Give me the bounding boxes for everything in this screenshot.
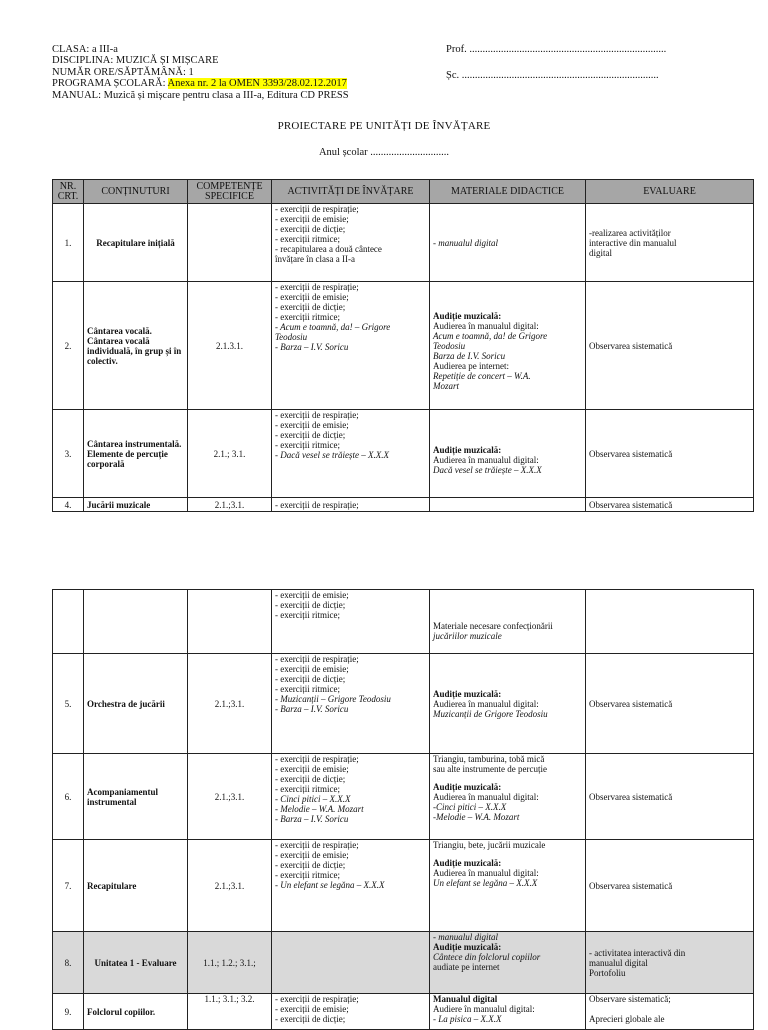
cell-line: - exerciții de emisie; <box>275 764 349 774</box>
cell-line: - Barza – I.V. Soricu <box>275 342 349 352</box>
cell-line: Audiere în manualul digital: <box>433 1004 535 1014</box>
cell-line: Acum e toamnă, da! de Grigore <box>433 330 548 341</box>
row-evaluation <box>586 498 754 512</box>
row-activities <box>272 204 430 282</box>
cell-line: - Melodie – W.A. Mozart <box>275 804 364 814</box>
row-evaluation <box>586 590 754 654</box>
cell-line: - exerciții de dicție; <box>275 430 346 440</box>
row-content: Recapitulare <box>84 840 188 932</box>
cell-line: Audierea în manualul digital: <box>433 320 539 331</box>
cell-line: Audierea în manualul digital: <box>433 698 539 709</box>
cell-line: - exerciții de respirație; <box>275 282 359 292</box>
row-activities <box>272 754 430 840</box>
cell-line: - activitatea interactivă din <box>589 947 686 958</box>
cell-line: - exerciții de emisie; <box>275 664 349 674</box>
table-row <box>53 498 754 512</box>
row-competences: 1.1.; 3.1.; 3.2. <box>188 994 272 1030</box>
row-number: 9. <box>53 994 84 1030</box>
row-activities <box>272 498 430 512</box>
row-content: Unitatea 1 - Evaluare <box>84 932 188 994</box>
cell-line: audiate pe internet <box>433 962 500 972</box>
cell-line: Barza de I.V. Soricu <box>433 350 506 361</box>
cell-line: Audiție muzicală: <box>433 858 502 868</box>
row-content: Cântarea vocală. Cântarea vocală individuală, în grup și în colectiv. <box>84 282 188 410</box>
cell-line: Aprecieri globale ale <box>589 1014 665 1024</box>
cell-line: - exerciții ritmice; <box>275 234 340 244</box>
cell-line: - exerciții ritmice; <box>275 784 340 794</box>
cell-line: Mozart <box>433 380 460 391</box>
cell-line: Observare sistematică; <box>589 994 671 1004</box>
cell-line: Triangiu, tamburina, tobă mică <box>433 754 545 764</box>
cell-line: - Barza – I.V. Soricu <box>275 704 349 714</box>
row-number <box>53 590 84 654</box>
col-materials: MATERIALE DIDACTICE <box>430 180 586 204</box>
row-content: Cântarea instrumentală. Elemente de percuție corporală <box>84 410 188 498</box>
table-row <box>53 994 754 1030</box>
cell-line: - exerciții de emisie; <box>275 590 349 600</box>
row-number: 2. <box>53 282 84 410</box>
cell-line: - exerciții de respirație; <box>275 499 359 510</box>
cell-line: -realizarea activităților <box>589 227 671 238</box>
row-content: Folclorul copiilor. <box>84 994 188 1030</box>
table-header-row <box>53 180 754 204</box>
curriculum-label: PROGRAMA ȘCOLARĂ: <box>52 78 168 90</box>
cell-line: Audiție muzicală: <box>433 310 502 321</box>
cell-line: - recapitularea a două cântece <box>275 244 382 254</box>
row-competences: 2.1.;3.1. <box>188 840 272 932</box>
planning-table-1 <box>52 179 754 512</box>
cell-line: - exerciții de respirație; <box>275 754 359 764</box>
cell-line: Observarea sistematică <box>589 499 673 510</box>
cell-line: - exerciții de respirație; <box>275 204 359 214</box>
cell-line: - exerciții ritmice; <box>275 684 340 694</box>
cell-line: Observarea sistematică <box>589 448 673 459</box>
curriculum-value: Anexa nr. 2 la OMEN 3393/28.02.12.2017 <box>167 78 347 90</box>
row-activities <box>272 590 430 654</box>
row-materials <box>430 654 586 754</box>
cell-line: - Un elefant se legăna – X.X.X <box>275 880 385 890</box>
cell-line: sau alte instrumente de percuție <box>433 764 547 774</box>
cell-line: Audierea în manualul digital: <box>433 454 539 465</box>
cell-line: - exerciții de respirație; <box>275 840 359 850</box>
row-materials <box>430 754 586 840</box>
col-nr: NR. CRT. <box>53 180 84 204</box>
row-competences: 2.1.; 3.1. <box>188 410 272 498</box>
row-evaluation <box>586 410 754 498</box>
cell-line: Observarea sistematică <box>589 791 673 802</box>
cell-line: Repetiție de concert – W.A. <box>433 370 531 381</box>
document-title: PROIECTARE PE UNITĂȚI DE ÎNVĂȚARE <box>277 120 491 132</box>
teacher-field: Prof. ........................................................................... <box>446 44 667 55</box>
row-competences: 2.1.3.1. <box>188 282 272 410</box>
cell-line: Observarea sistematică <box>589 340 673 351</box>
row-evaluation <box>586 282 754 410</box>
cell-line: - La pisica – X.X.X <box>433 1014 502 1024</box>
row-number: 7. <box>53 840 84 932</box>
cell-line: Audiție muzicală: <box>433 444 502 455</box>
row-materials <box>430 204 586 282</box>
cell-line: interactive din manualul <box>589 237 677 248</box>
row-content <box>84 590 188 654</box>
row-number: 3. <box>53 410 84 498</box>
table-row <box>53 932 754 994</box>
row-competences: 2.1.;3.1. <box>188 654 272 754</box>
cell-line: - Cinci pitici – X.X.X <box>275 794 351 804</box>
row-activities <box>272 282 430 410</box>
col-activities: ACTIVITĂȚI DE ÎNVĂȚARE <box>272 180 430 204</box>
row-content: Recapitulare inițială <box>84 204 188 282</box>
row-content: Orchestra de jucării <box>84 654 188 754</box>
row-competences <box>188 204 272 282</box>
cell-line: - exerciții de emisie; <box>275 292 349 302</box>
row-competences <box>188 590 272 654</box>
table-row <box>53 654 754 754</box>
row-number: 1. <box>53 204 84 282</box>
manual-line: MANUAL: Muzică și mișcare pentru clasa a III-a, Editura CD PRESS <box>52 89 349 101</box>
row-materials <box>430 932 586 994</box>
table-row <box>53 590 754 654</box>
cell-line: - exerciții de respirație; <box>275 994 359 1004</box>
row-activities <box>272 410 430 498</box>
cell-line: - exerciții de dicție; <box>275 674 346 684</box>
row-evaluation <box>586 654 754 754</box>
school-field: Șc. ........................................................................... <box>446 70 659 81</box>
cell-line: - exerciții ritmice; <box>275 870 340 880</box>
cell-line: Audierea în manualul digital: <box>433 868 539 878</box>
col-competences: COMPETENȚE SPECIFICE <box>188 180 272 204</box>
cell-line: Audiție muzicală: <box>433 782 502 792</box>
cell-line: Audiție muzicală: <box>433 942 502 952</box>
row-materials <box>430 590 586 654</box>
cell-line: - exerciții de dicție; <box>275 600 346 610</box>
row-materials <box>430 498 586 512</box>
table-row <box>53 282 754 410</box>
row-competences: 2.1.;3.1. <box>188 754 272 840</box>
cell-line: - exerciții ritmice; <box>275 312 340 322</box>
hours-line: NUMĂR ORE/SĂPTĂMÂNĂ: 1 <box>52 66 194 78</box>
cell-line: digital <box>589 247 612 258</box>
cell-line: - exerciții de dicție; <box>275 774 346 784</box>
cell-line: - exerciții ritmice; <box>275 610 340 620</box>
cell-line: jucăriilor muzicale <box>433 631 502 641</box>
cell-line: învățare în clasa a II-a <box>275 254 355 264</box>
cell-line: Audierea pe internet: <box>433 360 509 371</box>
table-row <box>53 754 754 840</box>
cell-line: Materiale necesare confecționării <box>433 621 553 631</box>
curriculum-line <box>52 78 349 89</box>
planning-table-2 <box>52 589 754 1030</box>
row-evaluation <box>586 840 754 932</box>
discipline-line: DISCIPLINA: MUZICĂ ȘI MIȘCARE <box>52 55 219 67</box>
cell-line: Manualul digital <box>433 994 498 1004</box>
row-number: 6. <box>53 754 84 840</box>
cell-line: Observarea sistematică <box>589 880 673 891</box>
cell-line: - exerciții de dicție; <box>275 1014 346 1024</box>
col-content: CONȚINUTURI <box>84 180 188 204</box>
cell-line: - Barza – I.V. Soricu <box>275 814 349 824</box>
cell-line: - exerciții de respirație; <box>275 410 359 420</box>
cell-line: - exerciții de dicție; <box>275 302 346 312</box>
spacer <box>433 850 582 858</box>
class-line: CLASA: a III-a <box>52 44 118 55</box>
cell-line: - manualul digital <box>433 932 498 942</box>
table-row <box>53 204 754 282</box>
table-row <box>53 410 754 498</box>
cell-line: - Acum e toamnă, da! – Grigore <box>275 322 391 332</box>
table-row <box>53 840 754 932</box>
row-materials <box>430 840 586 932</box>
row-activities <box>272 840 430 932</box>
spacer <box>433 774 582 782</box>
row-content: Acompaniamentul instrumental <box>84 754 188 840</box>
cell-line: Teodosiu <box>433 340 466 351</box>
row-materials <box>430 410 586 498</box>
cell-line: - exerciții de dicție; <box>275 224 346 234</box>
cell-line: Audierea în manualul digital: <box>433 792 539 802</box>
row-evaluation <box>586 204 754 282</box>
cell-line: - exerciții de respirație; <box>275 654 359 664</box>
row-competences: 2.1.;3.1. <box>188 498 272 512</box>
col-evaluation: EVALUARE <box>586 180 754 204</box>
row-materials <box>430 994 586 1030</box>
row-evaluation <box>586 754 754 840</box>
cell-line: Teodosiu <box>275 332 308 342</box>
row-number: 5. <box>53 654 84 754</box>
cell-line: Observarea sistematică <box>589 698 673 709</box>
cell-line: - manualul digital <box>433 237 498 248</box>
row-number: 8. <box>53 932 84 994</box>
row-content: Jucării muzicale <box>84 498 188 512</box>
cell-line: - exerciții de emisie; <box>275 420 349 430</box>
cell-line: - exerciții de dicție; <box>275 860 346 870</box>
cell-line: Un elefant se legăna – X.X.X <box>433 878 538 888</box>
row-activities <box>272 994 430 1030</box>
cell-line: - exerciții de emisie; <box>275 214 349 224</box>
row-activities <box>272 932 430 994</box>
cell-line: -Melodie – W.A. Mozart <box>433 812 520 822</box>
cell-line: - Dacă vesel se trăiește – X.X.X <box>275 450 389 460</box>
cell-line: - exerciții de emisie; <box>275 1004 349 1014</box>
row-activities <box>272 654 430 754</box>
cell-line: Cântece din folclorul copiilor <box>433 952 541 962</box>
cell-line: - exerciții ritmice; <box>275 440 340 450</box>
row-evaluation <box>586 932 754 994</box>
cell-line <box>589 1004 750 1014</box>
row-competences: 1.1.; 1.2.; 3.1.; <box>188 932 272 994</box>
school-year: Anul școlar .............................. <box>318 147 450 158</box>
cell-line: - Muzicanții – Grigore Teodosiu <box>275 694 391 704</box>
cell-line: Portofoliu <box>589 967 626 978</box>
cell-line: Dacă vesel se trăiește – X.X.X <box>433 464 542 475</box>
header-block <box>52 44 349 101</box>
cell-line: - exerciții de emisie; <box>275 850 349 860</box>
row-evaluation <box>586 994 754 1030</box>
cell-line: Muzicanții de Grigore Teodosiu <box>433 708 548 719</box>
cell-line: Triangiu, bete, jucării muzicale <box>433 840 546 850</box>
row-number: 4. <box>53 498 84 512</box>
row-materials <box>430 282 586 410</box>
cell-line: Audiție muzicală: <box>433 688 502 699</box>
cell-line: manualul digital <box>589 957 648 968</box>
cell-line: -Cinci pitici – X.X.X <box>433 802 507 812</box>
